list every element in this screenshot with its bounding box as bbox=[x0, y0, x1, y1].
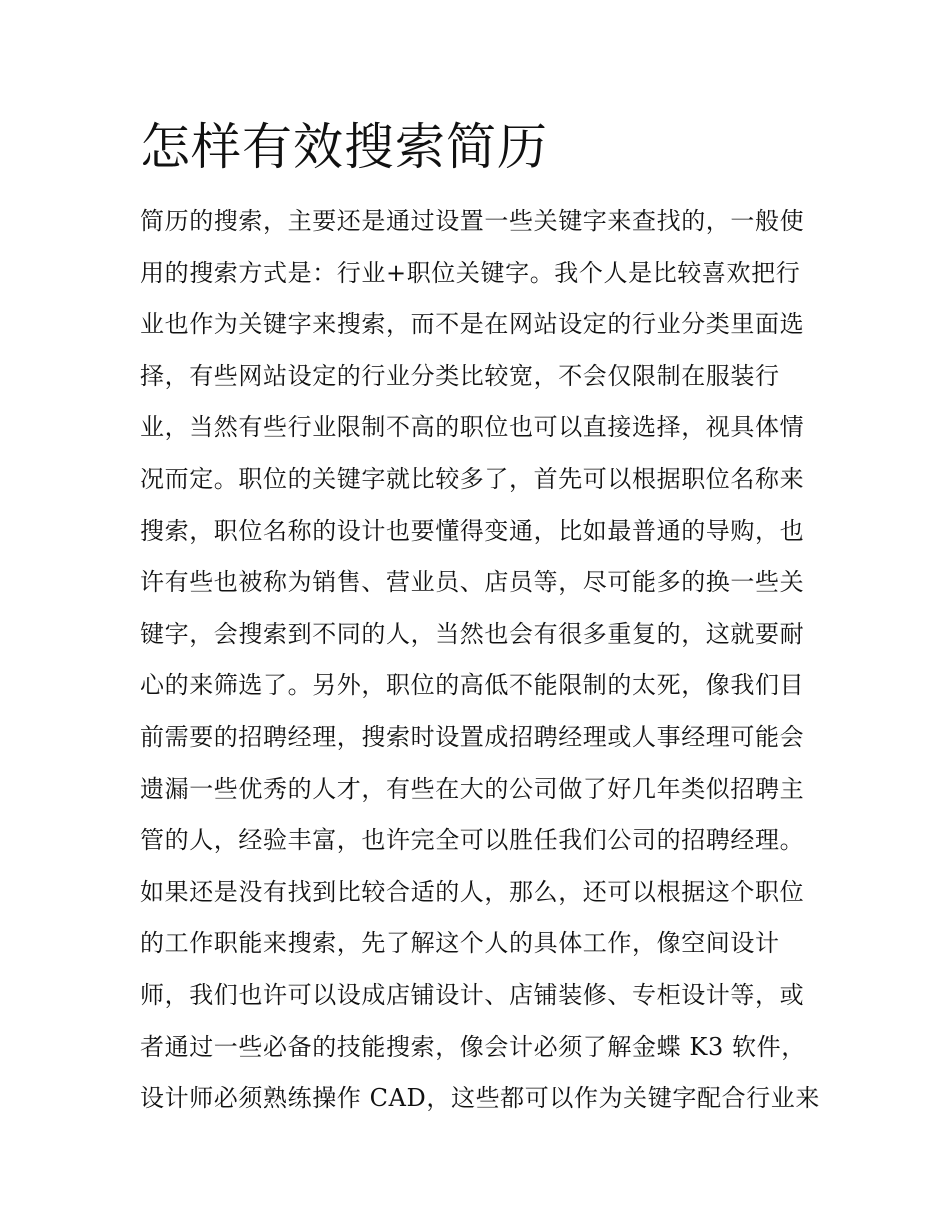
body-line: 搜索，职位名称的设计也要懂得变通，比如最普通的导购，也 bbox=[140, 516, 805, 545]
document-body bbox=[140, 196, 820, 1125]
body-line: 简历的搜索，主要还是通过设置一些关键字来查找的，一般使 bbox=[140, 207, 805, 235]
body-line: 遗漏一些优秀的人才，有些在大的公司做了好几年类似招聘主 bbox=[140, 774, 805, 803]
body-line: 管的人，经验丰富，也许完全可以胜任我们公司的招聘经理。 bbox=[140, 826, 805, 855]
body-line: 者通过一些必备的技能搜索，像会计必须了解金蝶 K3 软件， bbox=[140, 1032, 806, 1061]
body-line: 师，我们也许可以设成店铺设计、店铺装修、专柜设计等，或 bbox=[140, 980, 805, 1009]
body-line: 许有些也被称为销售、营业员、店员等，尽可能多的换一些关 bbox=[140, 568, 805, 597]
body-line: 前需要的招聘经理，搜索时设置成招聘经理或人事经理可能会 bbox=[140, 722, 805, 751]
body-line: 键字，会搜索到不同的人，当然也会有很多重复的，这就要耐 bbox=[140, 619, 805, 648]
body-line: 业，当然有些行业限制不高的职位也可以直接选择，视具体情 bbox=[140, 413, 805, 442]
body-line: 用的搜索方式是：行业+职位关键字。我个人是比较喜欢把行 bbox=[140, 258, 801, 287]
document-title: 怎样有效搜索简历 bbox=[140, 118, 548, 176]
body-line: 况而定。职位的关键字就比较多了，首先可以根据职位名称来 bbox=[140, 464, 805, 493]
body-line: 的工作职能来搜索，先了解这个人的具体工作，像空间设计 bbox=[140, 929, 780, 958]
body-line: 如果还是没有找到比较合适的人，那么，还可以根据这个职位 bbox=[140, 877, 805, 906]
body-line: 择，有些网站设定的行业分类比较宽，不会仅限制在服装行 bbox=[140, 361, 780, 390]
body-line: 业也作为关键字来搜索，而不是在网站设定的行业分类里面选 bbox=[140, 310, 805, 339]
body-line: 心的来筛选了。另外，职位的高低不能限制的太死，像我们目 bbox=[140, 671, 805, 700]
body-line: 设计师必须熟练操作 CAD，这些都可以作为关键字配合行业来 bbox=[140, 1084, 820, 1113]
